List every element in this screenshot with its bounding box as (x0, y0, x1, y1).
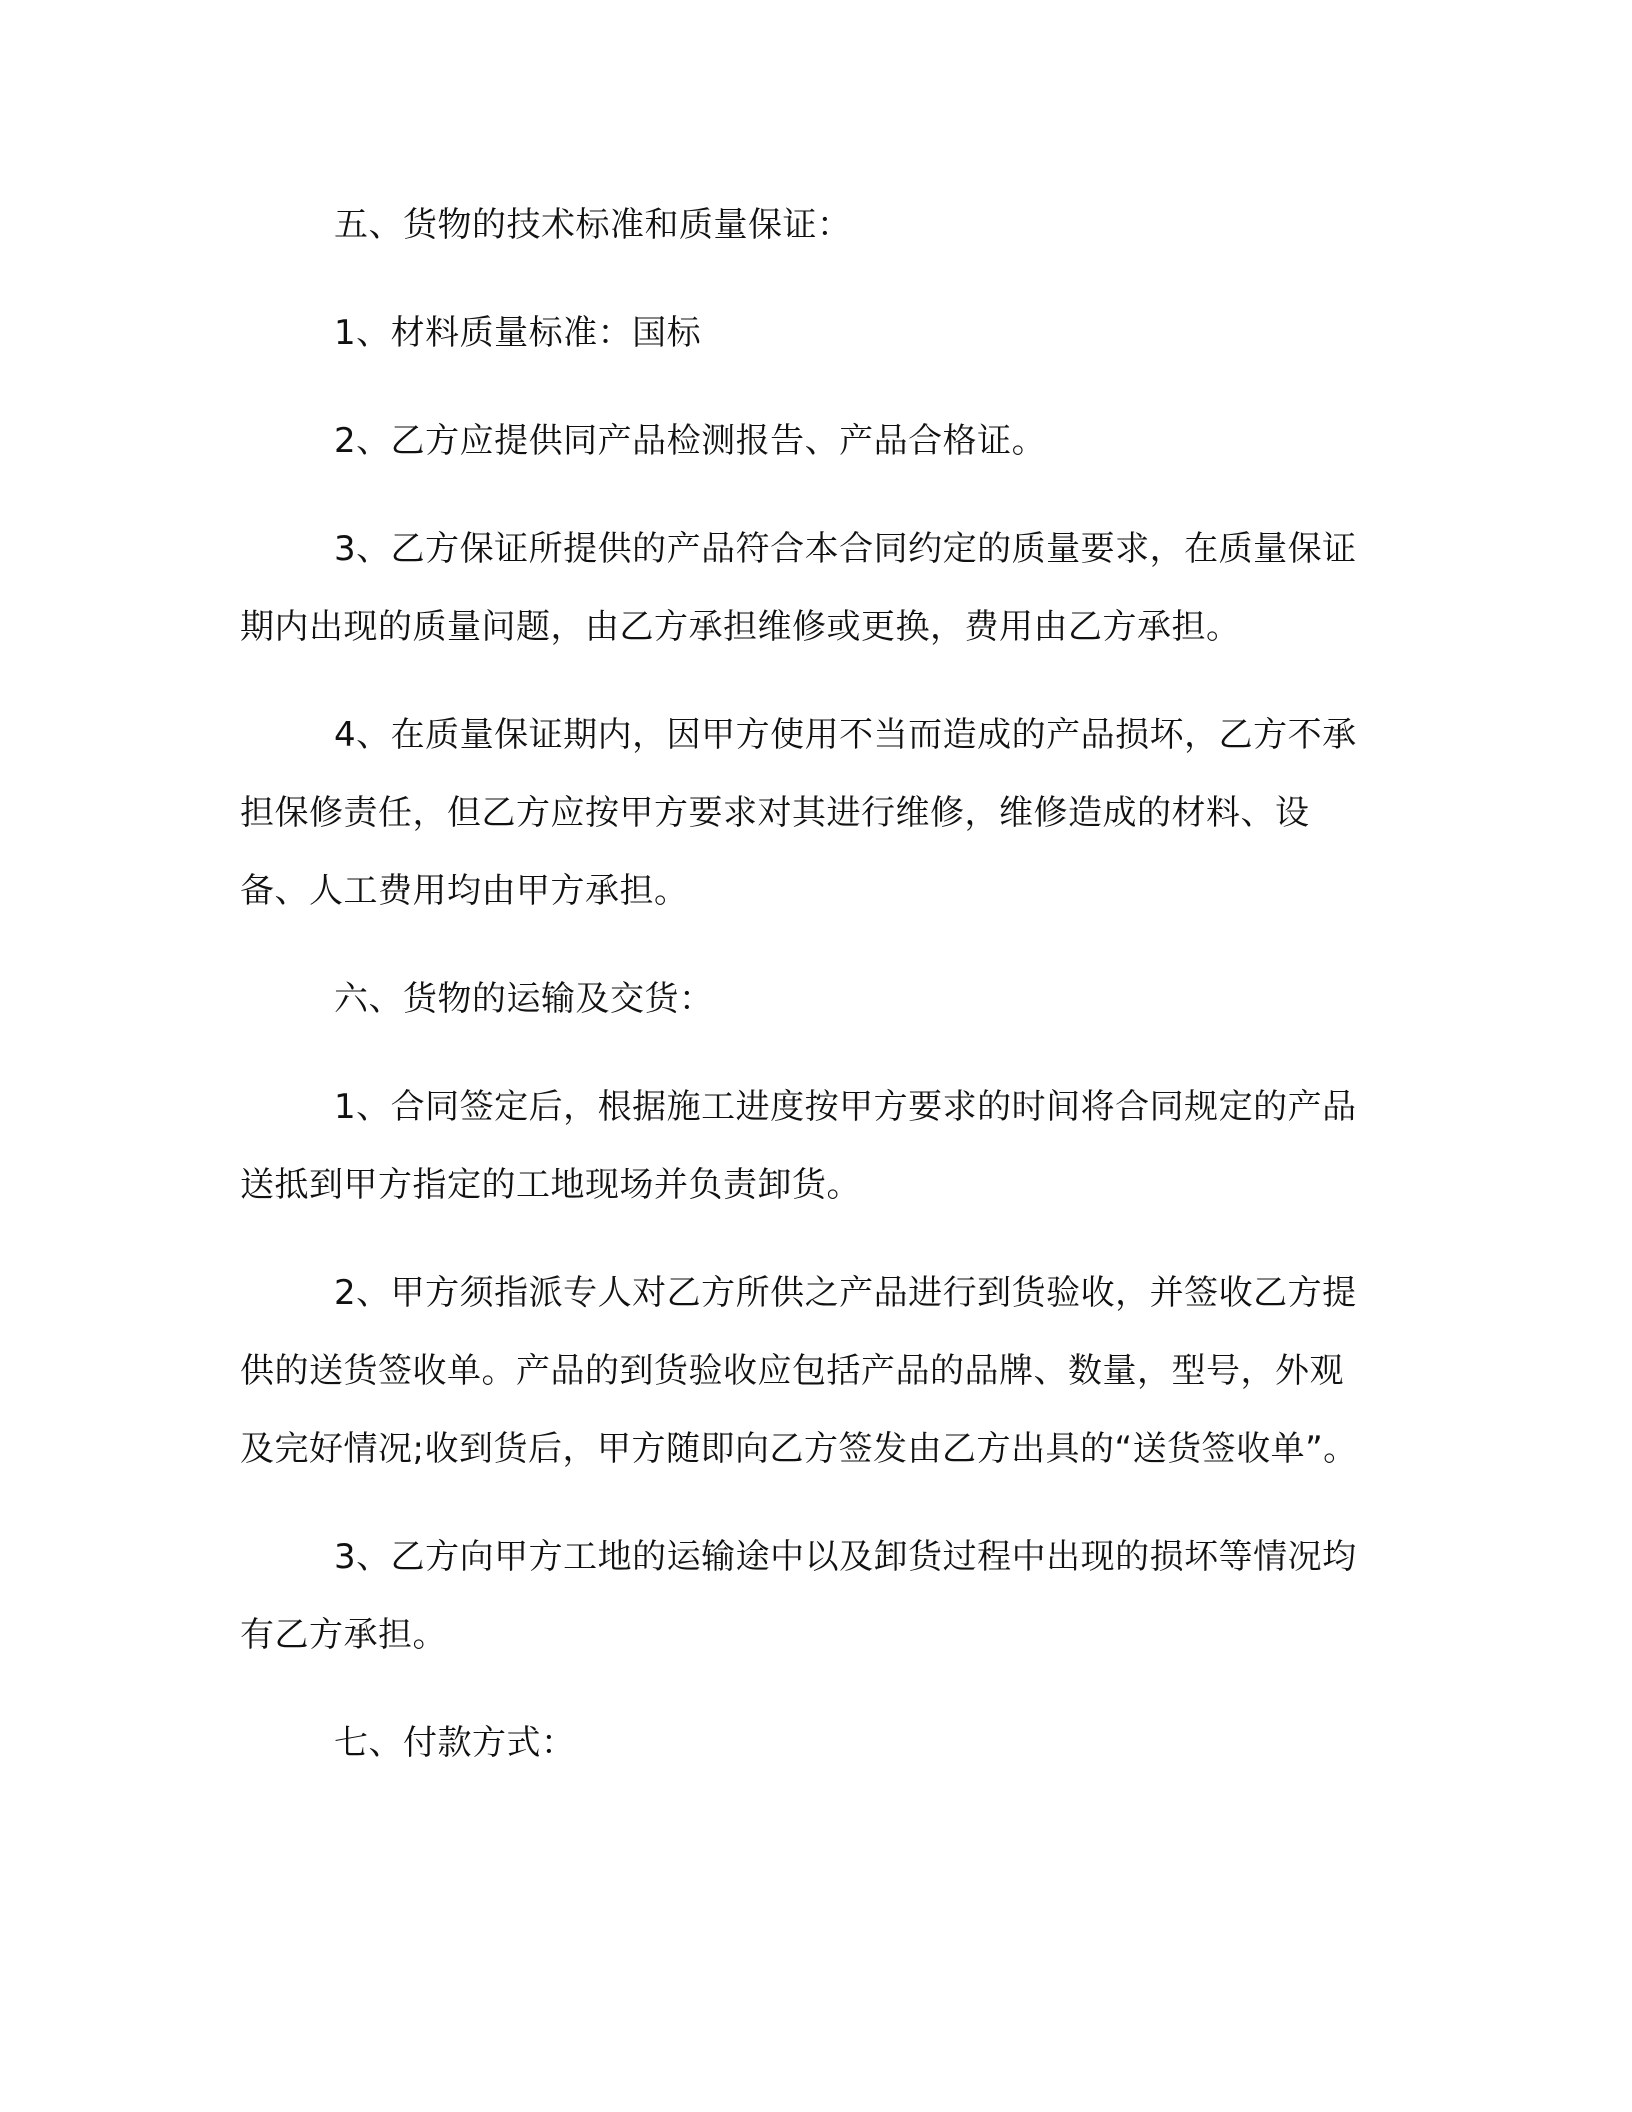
paragraph-transport-damage: 3、乙方向甲方工地的运输途中以及卸货过程中出现的损坏等情况均有乙方承担。 (240, 1537, 1357, 1655)
paragraph-quality-guarantee: 3、乙方保证所提供的产品符合本合同约定的质量要求，在质量保证期内出现的质量问题，由乙方承担维修或更换，费用由乙方承担。 (240, 529, 1357, 647)
paragraph-delivery-schedule: 1、合同签定后，根据施工进度按甲方要求的时间将合同规定的产品送抵到甲方指定的工地现场并负责卸货。 (240, 1087, 1357, 1205)
paragraph-test-report: 2、乙方应提供同产品检测报告、产品合格证。 (334, 421, 1047, 461)
paragraph-acceptance: 2、甲方须指派专人对乙方所供之产品进行到货验收，并签收乙方提供的送货签收单。产品的到货验收应包括产品的品牌、数量，型号，外观及完好情况;收到货后，甲方随即向乙方签发由乙方出具的“送货签收单”。 (240, 1273, 1358, 1469)
section-heading-delivery: 六、货物的运输及交货： (334, 979, 714, 1019)
section-heading-payment: 七、付款方式： (334, 1723, 576, 1763)
paragraph-quality-standard: 1、材料质量标准：国标 (334, 313, 702, 353)
document-body (240, 186, 1370, 1812)
section-heading-quality: 五、货物的技术标准和质量保证： (334, 205, 852, 245)
paragraph-improper-use: 4、在质量保证期内，因甲方使用不当而造成的产品损坏，乙方不承担保修责任，但乙方应按甲方要求对其进行维修，维修造成的材料、设备、人工费用均由甲方承担。 (240, 715, 1357, 911)
